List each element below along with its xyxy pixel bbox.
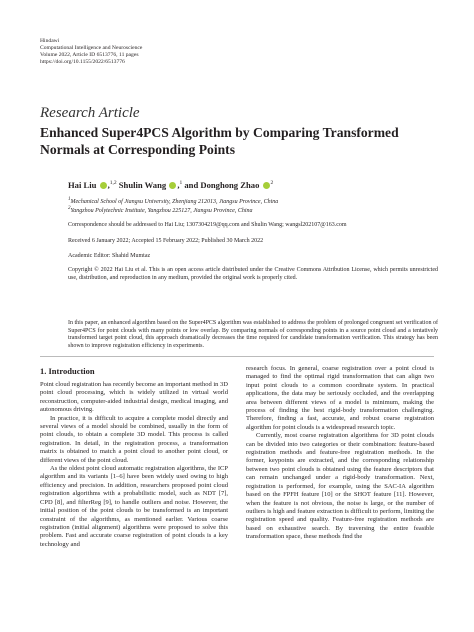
paragraph: research focus. In general, coarse registration over a point cloud is managed to find the optimal rigid transformation that can align two input point clouds to a common coordinate system. In practical applications, the data may be seriously occluded, and the overlapping area between different views of a model is minimum, making the process of finding the best rigid-body transformation challenging. Therefore, finding a fast, accurate, and robust coarse registration algorithm for point clouds is a widespread research topic. <box>246 365 434 431</box>
paper-title: Enhanced Super4PCS Algorithm by Comparing Transformed Normals at Corresponding Points <box>40 125 399 157</box>
orcid-icon[interactable] <box>169 182 176 189</box>
author-affiliation-marker: 1 <box>179 180 183 187</box>
affiliation-marker: 1 <box>68 197 71 202</box>
section-divider <box>40 356 434 357</box>
paragraph: In practice, it is difficult to acquire a complete model directly and several views of a model should be combined, usually in the form of point clouds, to obtain a complete 3D model. This process is called registration. In detail, in the registration process, a transformation matrix is obtained to match a point cloud to another point cloud, or different views of the point cloud. <box>40 414 228 464</box>
author-list <box>68 180 273 190</box>
author-affiliation-marker: 1,2 <box>109 180 117 187</box>
author-separator: , <box>177 180 180 190</box>
publisher-name: Hindawi <box>40 38 60 44</box>
orcid-icon[interactable] <box>263 182 270 189</box>
paragraph: Point cloud registration has recently become an important method in 3D point cloud processing, which is widely utilized in virtual world reconstruction, computer-aided industrial design, medical imaging, and autonomous driving. <box>40 381 228 414</box>
author-affiliation-marker: 2 <box>270 180 274 187</box>
author-name: Shulin Wang <box>118 180 167 190</box>
doi-link[interactable]: https://doi.org/10.1155/2022/6513776 <box>40 59 125 65</box>
left-column <box>40 381 228 549</box>
article-type: Research Article <box>40 105 140 121</box>
section-title: 1. Introduction <box>40 366 95 376</box>
paragraph: As the oldest point cloud automatic registration algorithms, the ICP algorithm and its variants [1–6] have been widely used owing to high efficiency and precision. In addition, researchers proposed point cloud registration algorithms with a probabilistic model, such as NDT [7], CPD [8], and filterReg [9], to handle outliers and noise. However, the initial position of the point clouds to be transformed is an important constraint of the algorithms, as mentioned earlier. Various coarse registration (initial alignment) algorithms were proposed to solve this problem. Fast and accurate coarse registration of point clouds is a key technology and <box>40 465 228 548</box>
affiliation-text: Mechanical School of Jiangsu University, Zhenjiang 212013, Jiangsu Province, China <box>70 199 279 205</box>
volume-info: Volume 2022, Article ID 6513776, 11 pages <box>40 52 139 58</box>
correspondence: Correspondence should be addressed to Hai Liu; 1307304219@qq.com and Shulin Wang; wangsl202107@163.com <box>68 222 347 228</box>
right-column <box>246 365 434 542</box>
author-separator: and <box>182 180 201 190</box>
abstract: In this paper, an enhanced algorithm based on the Super4PCS algorithm was established to address the problem of prolonged congruent set verification of Super4PCS for point clouds with many points or low overlap. By comparing normals of corresponding points in a source point cloud and a tentatively transformed target point cloud, this approach dramatically decreases the time required for candidate transformation verification. This strategy has been shown to improve registration efficiency in experiments. <box>68 320 438 349</box>
journal-header <box>40 38 142 66</box>
author-name: Donghong Zhao <box>200 180 260 190</box>
affiliation-text: Yangzhou Polytechnic Institute, Yangzhou 225127, Jiangsu Province, China <box>70 208 253 214</box>
journal-name: Computational Intelligence and Neuroscience <box>40 45 143 51</box>
copyright-notice: Copyright © 2022 Hai Liu et al. This is an open access article distributed under the Creative Commons Attribution License, which permits unrestricted use, distribution, and reproduction in any medium, provided the original work is properly cited. <box>68 267 438 281</box>
paragraph: Currently, most coarse registration algorithms for 3D point clouds can be divided into two categories or their combination: feature-based registration methods and feature-free registration methods. In the former, keypoints are extracted, and the corresponding relationship between two point clouds is obtained using the feature descriptors that can remain unchanged under a rigid-body transformation. Next, registration is performed, for example, using the SAC-IA algorithm based on the FPFH feature [10] or the SHOT feature [11]. However, when the feature is not obvious, the noise is large, or the number of outliers is high and feature extraction is difficult to perform, limiting the registration speed and quality. Feature-free registration methods are based on exhaustive search. By traversing the entire feasible transformation space, these methods find the <box>246 432 434 541</box>
academic-editor: Academic Editor: Shahid Mumtaz <box>68 253 151 259</box>
author-separator: , <box>107 180 110 190</box>
affiliation-marker: 2 <box>68 206 71 211</box>
publication-dates: Received 6 January 2022; Accepted 15 February 2022; Published 30 March 2022 <box>68 238 264 244</box>
affiliation <box>68 205 253 215</box>
orcid-icon[interactable] <box>100 182 107 189</box>
author-name: Hai Liu <box>68 180 97 190</box>
